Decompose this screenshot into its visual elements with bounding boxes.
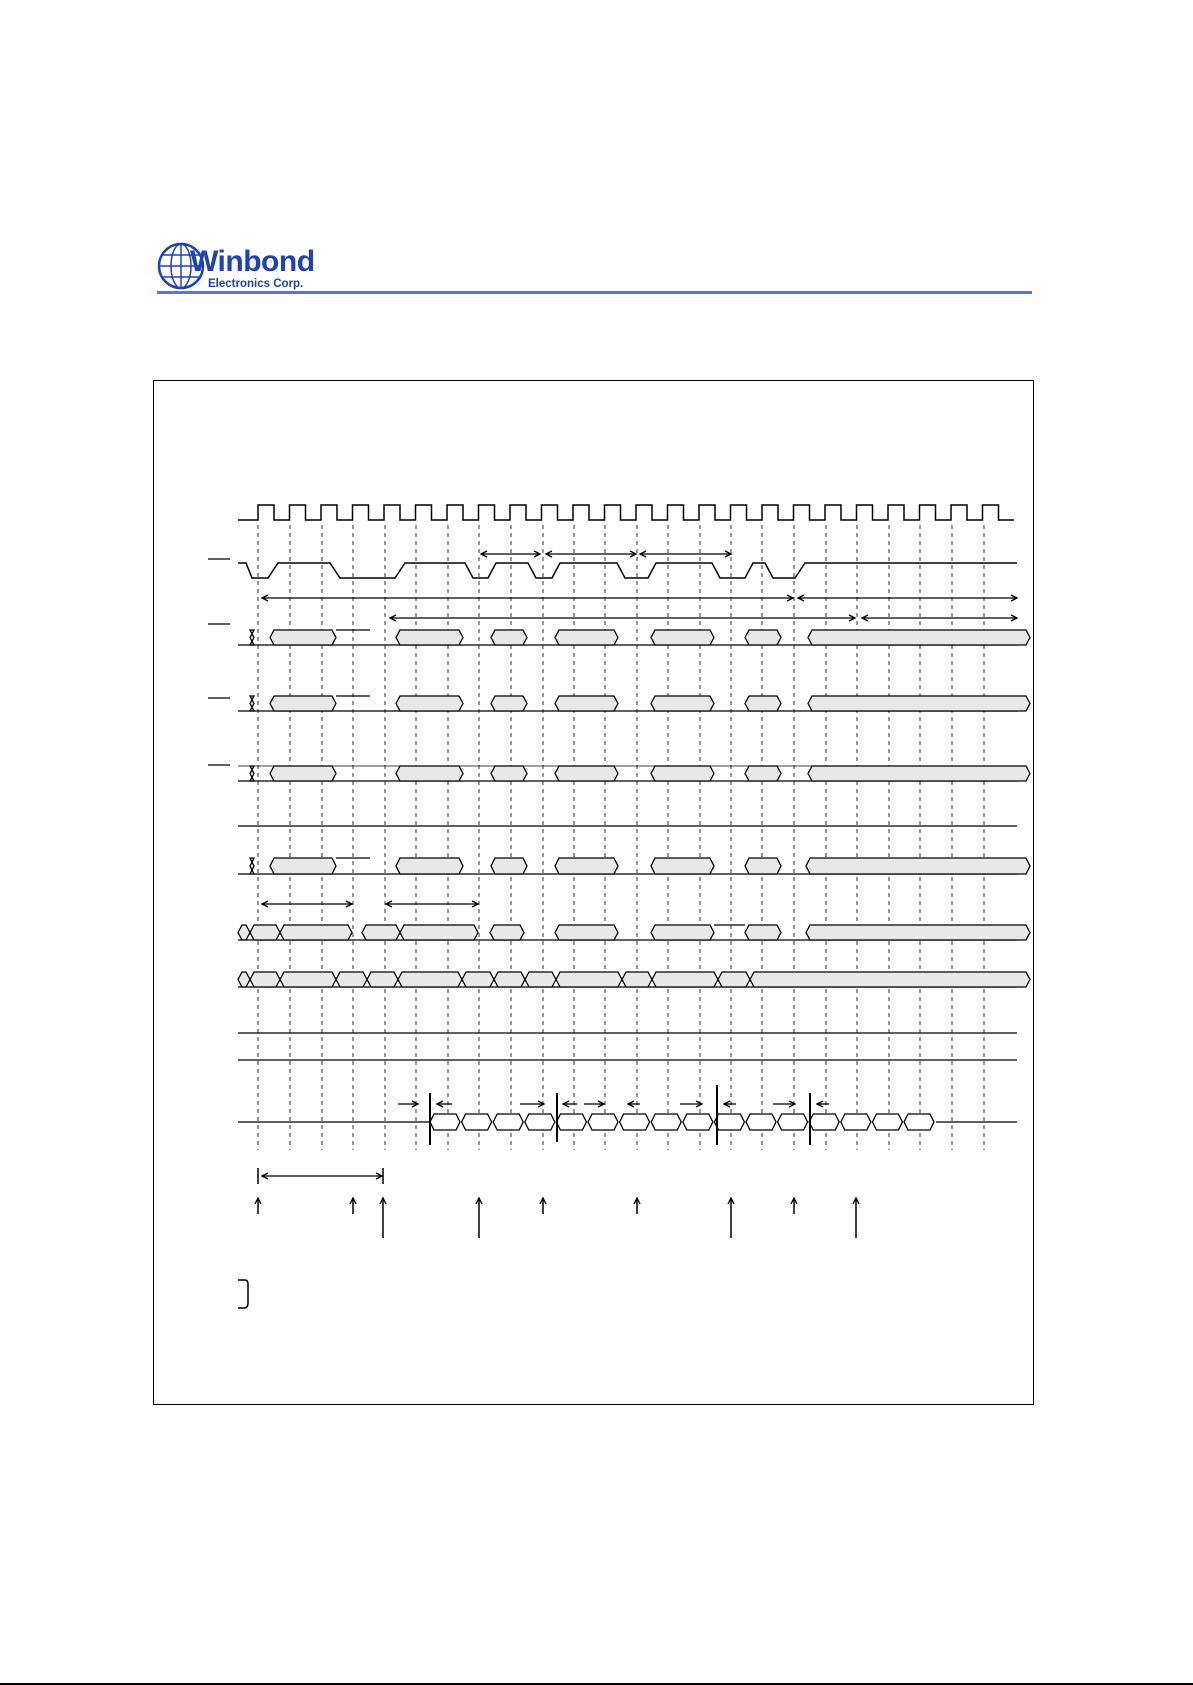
data-bus-cell-15: [904, 1114, 934, 1130]
data-bus-cell-5: [588, 1114, 618, 1130]
signal-row-7-seg-7: [651, 925, 714, 940]
signal-row-8-seg-8: [525, 972, 556, 987]
signal-row-6-seg-5: [651, 858, 714, 874]
signal-row-2-seg-6: [745, 630, 781, 645]
signal-row-4-seg-0: [250, 766, 254, 781]
signal-row-8-seg-tail: [750, 972, 1030, 987]
signal-row-8-seg-3: [336, 972, 367, 987]
data-bus-cell-14: [872, 1114, 902, 1130]
signal-row-7-seg-8: [745, 925, 781, 940]
signal-row-4-seg-4: [555, 766, 618, 781]
signal-row-2-seg-1: [270, 630, 336, 645]
signal-row-7-seg-5: [490, 925, 524, 940]
signal-row-4-seg-tail: [808, 766, 1030, 781]
signal-row-3-seg-4: [555, 696, 618, 711]
data-bus-cell-2: [493, 1114, 523, 1130]
signal-row-8-seg-4: [367, 972, 398, 987]
signal-row-3-seg-tail: [808, 696, 1030, 711]
signal-row-1: [238, 563, 1017, 578]
signal-row-2-seg-0: [250, 630, 254, 645]
signal-row-7-seg-4: [400, 925, 478, 940]
data-bus-cell-3: [525, 1114, 555, 1130]
data-bus-cell-9: [714, 1114, 744, 1130]
data-bus-cell-13: [841, 1114, 871, 1130]
signal-row-6-seg-tail: [806, 858, 1030, 874]
logo-wordmark: Winbond: [190, 245, 315, 278]
data-bus-cell-11: [778, 1114, 808, 1130]
signal-row-7-seg-tail: [806, 925, 1030, 940]
signal-row-6-seg-0: [250, 858, 254, 874]
signal-row-3-seg-1: [270, 696, 336, 711]
signal-row-3-seg-5: [651, 696, 714, 711]
data-bus-cell-8: [683, 1114, 713, 1130]
signal-row-8-seg-12: [718, 972, 750, 987]
signal-row-8-seg-7: [494, 972, 525, 987]
signal-row-8-seg-1: [250, 972, 280, 987]
signal-row-8-seg-2: [280, 972, 336, 987]
signal-row-2-seg-3: [491, 630, 527, 645]
signal-row-8-seg-6: [462, 972, 494, 987]
signal-row-3-seg-3: [491, 696, 527, 711]
signal-row-3-seg-2: [396, 696, 463, 711]
data-bus-cell-6: [620, 1114, 650, 1130]
signal-row-8-seg-0: [238, 972, 250, 987]
signal-row-4-seg-5: [651, 766, 714, 781]
data-bus-cell-0: [430, 1114, 460, 1130]
signal-row-4-seg-3: [491, 766, 527, 781]
signal-row-3-seg-0: [250, 696, 254, 711]
signal-row-3-seg-6: [745, 696, 781, 711]
signal-row-8-seg-11: [652, 972, 718, 987]
signal-row-8-seg-10: [622, 972, 652, 987]
signal-row-6-seg-3: [491, 858, 527, 874]
data-bus-cell-4: [556, 1114, 586, 1130]
signal-row-6-seg-4: [555, 858, 618, 874]
signal-row-2-seg-4: [555, 630, 618, 645]
signal-row-2-seg-tail: [808, 630, 1030, 645]
signal-row-8-seg-5: [398, 972, 462, 987]
signal-row-4-seg-6: [745, 766, 781, 781]
clock-waveform: [238, 505, 1014, 520]
data-bus-cell-10: [746, 1114, 776, 1130]
signal-row-7-seg-3: [362, 925, 400, 940]
signal-row-7-seg-0: [238, 925, 250, 940]
signal-row-4-seg-2: [396, 766, 463, 781]
signal-row-6-seg-2: [396, 858, 463, 874]
signal-row-7-seg-1: [250, 925, 280, 940]
signal-row-6-seg-6: [745, 858, 781, 874]
data-bus-cell-12: [809, 1114, 839, 1130]
legend-bracket: [238, 1280, 248, 1308]
data-bus-cell-1: [462, 1114, 492, 1130]
signal-row-2-seg-2: [396, 630, 463, 645]
signal-row-7-seg-2: [280, 925, 352, 940]
signal-row-4-seg-1: [270, 766, 336, 781]
signal-row-8-seg-9: [556, 972, 622, 987]
signal-row-2-seg-5: [651, 630, 714, 645]
signal-row-7-seg-6: [555, 925, 618, 940]
logo-subtitle: Electronics Corp.: [208, 278, 304, 290]
data-bus-cell-7: [651, 1114, 681, 1130]
signal-row-6-seg-1: [270, 858, 336, 874]
